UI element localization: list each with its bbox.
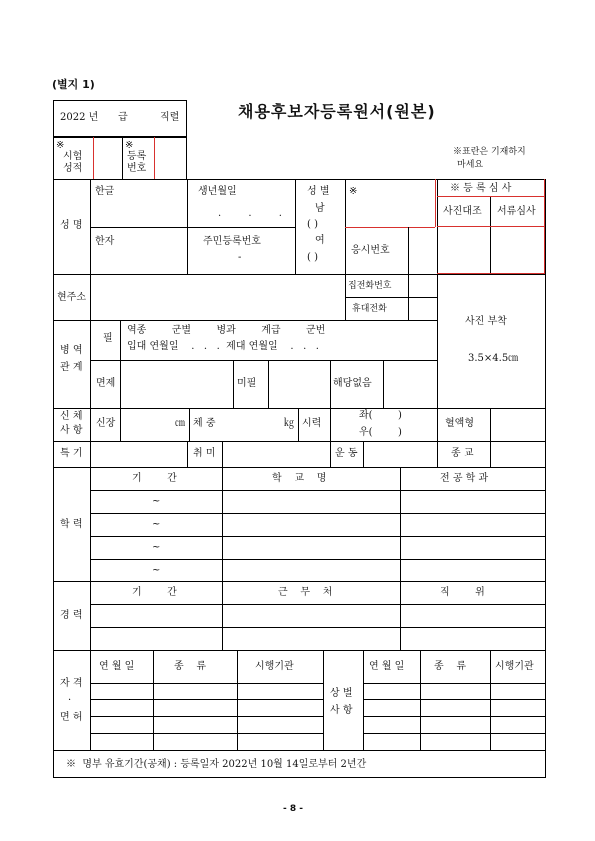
photo-label: 사진 부착: [465, 316, 507, 327]
header-box-top: [53, 100, 187, 101]
career-label: 경 력: [60, 610, 83, 621]
edu-label-div: [90, 467, 91, 581]
award-label-div: [363, 650, 364, 750]
review-mid: [490, 197, 491, 274]
rrn-dash: -: [238, 252, 242, 263]
sex-female-paren: ( ): [307, 252, 318, 263]
weight-label: 체 중: [193, 418, 216, 429]
edu-tilde-3: ~: [152, 542, 161, 553]
height-label: 신장: [96, 418, 116, 429]
name-mid-line: [90, 227, 295, 228]
hanja-label: 한자: [95, 236, 115, 247]
edu-bottom: [53, 581, 545, 582]
annex-label: (별지 1): [52, 78, 95, 91]
edu-tilde-2: ~: [152, 519, 161, 530]
hobby-label-left: [187, 441, 188, 467]
military-label-2: 관 계: [60, 362, 83, 373]
score-box-left: [53, 137, 54, 179]
blood-label-div: [437, 408, 438, 441]
edu-major-header: 전 공 학 과: [440, 473, 489, 484]
vision-value-div: [330, 408, 331, 441]
hobby-label-right: [222, 441, 223, 467]
religion-label: 종 교: [451, 448, 474, 459]
notice-line-2: 마세요: [457, 160, 484, 170]
photo-check-label: 사진대조: [443, 206, 482, 217]
phone-mid-line: [345, 297, 437, 298]
license-date-header: 연 월 일: [99, 661, 135, 672]
career-label-div: [90, 581, 91, 650]
blood-label: 혈액형: [445, 418, 474, 429]
review-title-line: [437, 196, 545, 197]
body-label-div: [90, 408, 91, 441]
career-position-header: 직 위: [440, 587, 485, 598]
birth-div: [187, 179, 188, 274]
rrn-label: 주민등록번호: [203, 236, 261, 247]
hobby-label: 취 미: [193, 448, 216, 459]
score-star-2: ※: [125, 140, 134, 151]
career-row-1: [90, 604, 545, 605]
review-bottom-red: [437, 273, 545, 274]
special-label: 특 기: [60, 448, 83, 459]
career-row-2: [90, 627, 545, 628]
edu-school-header: 학 교 명: [272, 473, 327, 484]
vision-right: 우( ): [359, 427, 402, 438]
exam-score-label-2: 성적: [63, 163, 83, 174]
edu-label: 학 력: [60, 519, 83, 530]
sport-label-left: [330, 441, 331, 467]
sex-label: 성 별: [307, 186, 330, 197]
weight-label-div: [189, 408, 190, 441]
star-box-bottom: [345, 227, 435, 228]
unfinished-value-div: [268, 360, 269, 408]
award-label-1: 상 벌: [330, 688, 353, 699]
sport-label: 운 동: [335, 448, 358, 459]
photo-left: [437, 274, 438, 408]
na-value-div: [383, 360, 384, 408]
career-period-div: [222, 581, 223, 650]
score-star-1: ※: [56, 140, 65, 151]
career-work-div: [400, 581, 401, 650]
military-served-div: [120, 320, 121, 360]
vision-left: 좌( ): [359, 410, 402, 421]
body-bottom: [53, 441, 545, 442]
page-title: 채용후보자등록원서(원본): [238, 102, 436, 121]
military-row-1: 역종 군별 병과 계급 군번: [127, 325, 326, 336]
validity-note: ※ 명부 유효기간(공채) : 등록일자 2022년 10월 14일로부터 2년간: [66, 759, 367, 770]
license2-kind-div: [490, 650, 491, 750]
header-grade: 급: [118, 112, 128, 123]
table-top: [53, 179, 545, 180]
military-mid-line: [90, 360, 437, 361]
exempt-label: 면제: [96, 378, 116, 389]
edu-row-4: [90, 559, 545, 560]
military-label-div: [90, 320, 91, 408]
birth-dots: . . .: [218, 208, 294, 219]
license-org-div: [323, 650, 324, 750]
misc-bottom: [53, 467, 545, 468]
name-label: 성 명: [60, 220, 83, 231]
weight-unit: ㎏: [284, 418, 294, 429]
license-bottom: [53, 750, 545, 751]
license2-row-1: [363, 683, 545, 684]
reg-no-label-2: 번호: [127, 163, 147, 174]
license2-date-header: 연 월 일: [369, 661, 405, 672]
admin-star: ※: [349, 186, 358, 197]
sex-female: 여: [315, 235, 325, 246]
military-label-1: 병 역: [60, 345, 83, 356]
page-number: - 8 -: [283, 804, 303, 814]
review-sub-line: [437, 226, 545, 227]
exam-score-label-1: 시험: [63, 151, 83, 162]
edu-row-1: [90, 490, 545, 491]
blood-value-div: [490, 408, 491, 441]
exempt-div: [120, 360, 121, 408]
address-label: 현주소: [57, 292, 86, 303]
header-box-left: [53, 100, 54, 137]
height-unit: ㎝: [175, 418, 185, 429]
review-title: ※ 등 록 심 사: [450, 183, 512, 194]
religion-label-left: [437, 441, 438, 467]
edu-tilde-1: ~: [152, 496, 161, 507]
height-label-div: [120, 408, 121, 441]
score-box-div3: [154, 137, 155, 179]
notice-line-1: ※표란은 기재하지: [453, 147, 526, 157]
edu-row-3: [90, 536, 545, 537]
exam-no-div: [408, 227, 409, 274]
edu-row-2: [90, 513, 545, 514]
vision-label-div: [298, 408, 299, 441]
license-label-3: 면 허: [60, 712, 83, 723]
license2-row-3: [363, 716, 545, 717]
table-left: [53, 179, 54, 777]
career-period-header: 기 간: [132, 587, 177, 598]
vision-label: 시력: [302, 418, 322, 429]
sport-label-right: [363, 441, 364, 467]
license-kind-div: [237, 650, 238, 750]
sex-male: 남: [315, 203, 325, 214]
military-row-2: 입대 연월일 . . . 제대 연월일 . . .: [127, 341, 319, 352]
license-label-2: ·: [68, 695, 72, 706]
address-bottom: [53, 320, 437, 321]
score-box-top: [53, 137, 187, 138]
review-right-red: [544, 179, 545, 274]
header-box-right: [186, 100, 187, 137]
sex-male-paren: ( ): [307, 219, 318, 230]
religion-label-right: [490, 441, 491, 467]
license-org-header: 시행기관: [255, 661, 294, 672]
reg-no-label-1: 등록: [127, 151, 147, 162]
body-label-1: 신 체: [60, 411, 83, 422]
license2-row-4: [363, 733, 545, 734]
personal-bottom: [53, 274, 545, 275]
header-year: 2022 년: [60, 112, 99, 123]
sex-div-left: [295, 179, 296, 274]
score-box-div1: [93, 137, 94, 179]
table-bottom: [53, 777, 546, 778]
hangul-label: 한글: [95, 186, 115, 197]
home-phone-label: 집전화번호: [348, 281, 392, 291]
license-row-1: [90, 683, 323, 684]
doc-review-label: 서류심사: [497, 206, 536, 217]
license2-row-2: [363, 699, 545, 700]
military-bottom: [53, 408, 545, 409]
star-box-right: [435, 179, 436, 227]
header-job: 직렬: [160, 112, 180, 123]
license-row-4: [90, 733, 323, 734]
career-bottom: [53, 650, 545, 651]
na-label: 해당없음: [333, 378, 372, 389]
edu-period-header: 기 간: [132, 473, 177, 484]
career-work-header: 근 무 처: [278, 587, 333, 598]
edu-school-div: [400, 467, 401, 581]
license-label-1: 자 격: [60, 678, 83, 689]
license-date-div: [153, 650, 154, 750]
edu-tilde-4: ~: [152, 565, 161, 576]
photo-size: 3.5×4.5㎝: [468, 353, 519, 364]
score-box-div2: [122, 137, 123, 179]
unfinished-label: 미필: [237, 378, 257, 389]
license-kind-header: 종 류: [174, 661, 207, 672]
license-row-2: [90, 699, 323, 700]
special-label-div: [90, 441, 91, 467]
license2-date-div: [420, 650, 421, 750]
score-box-right: [186, 137, 187, 179]
edu-period-div: [222, 467, 223, 581]
license2-org-header: 시행기관: [495, 661, 534, 672]
address-label-div: [90, 274, 91, 320]
license-label-div: [90, 650, 91, 750]
license-row-3: [90, 716, 323, 717]
unfinished-label-div: [233, 360, 234, 408]
award-label-2: 사 항: [330, 705, 353, 716]
birth-label: 생년월일: [198, 186, 237, 197]
license2-kind-header: 종 류: [434, 661, 467, 672]
table-right: [545, 179, 546, 777]
body-label-2: 사 항: [60, 425, 83, 436]
served-label: 필: [103, 333, 113, 344]
mobile-label: 휴대전화: [352, 304, 387, 314]
na-label-div: [330, 360, 331, 408]
exam-no-label: 응시번호: [351, 245, 390, 256]
